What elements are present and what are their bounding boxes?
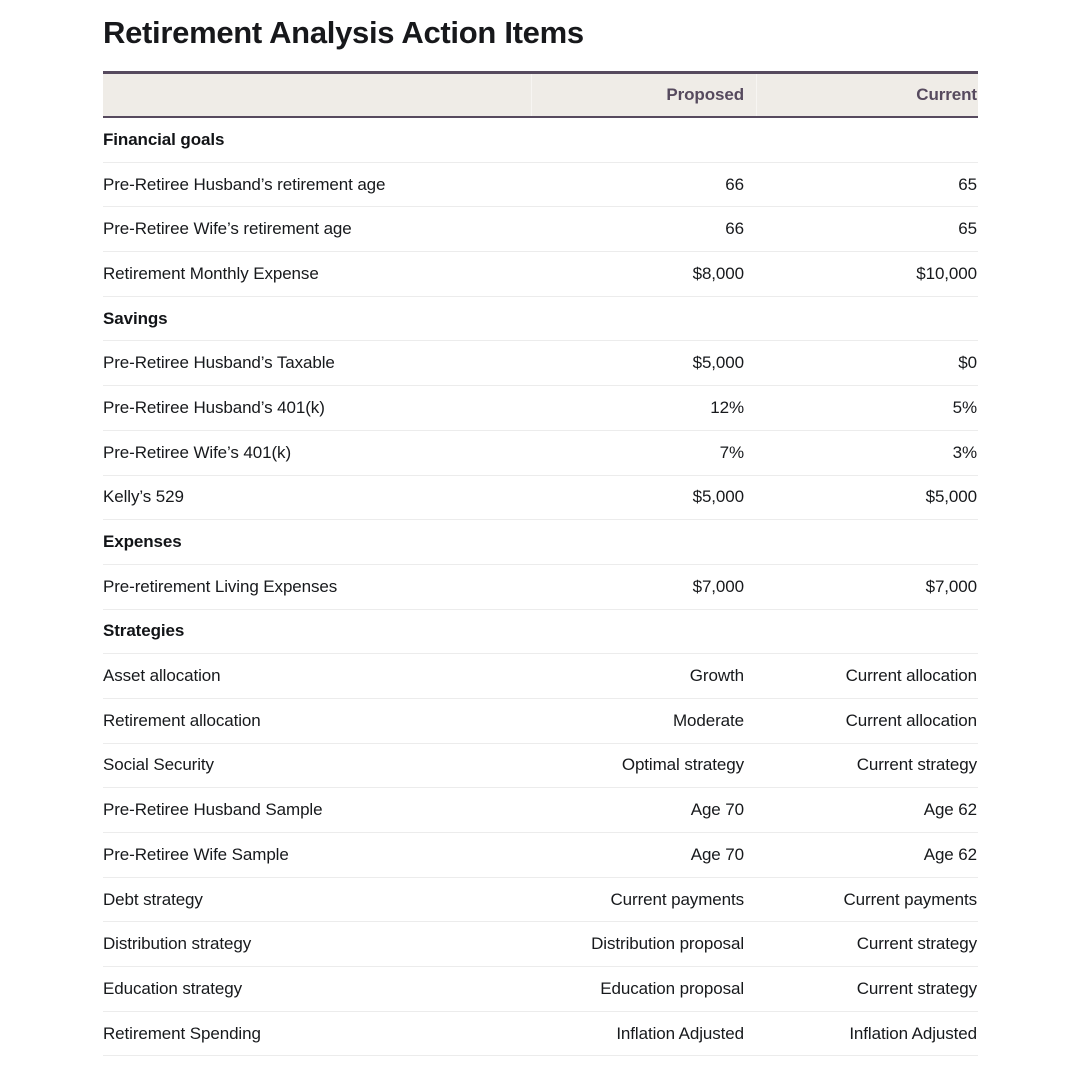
row-current-value: $5,000: [925, 487, 977, 507]
section-title: Savings: [103, 308, 168, 328]
row-current-value: Current allocation: [845, 710, 977, 730]
row-label: Asset allocation: [103, 666, 221, 686]
row-current-value: Inflation Adjusted: [849, 1023, 977, 1043]
row-proposed-value: Moderate: [672, 710, 744, 730]
row-current-value: Current allocation: [845, 666, 977, 686]
report-content: [103, 0, 978, 1056]
row-label: Pre-Retiree Wife’s retirement age: [103, 219, 352, 239]
page-title: Retirement Analysis Action Items: [103, 15, 584, 50]
table-row: [103, 207, 978, 252]
row-current-value: $10,000: [916, 263, 977, 283]
table-row: [103, 1012, 978, 1057]
header-cell-current: Current: [756, 74, 978, 116]
table-row: [103, 341, 978, 386]
row-current-value: 5%: [952, 397, 977, 417]
section-header-row: [103, 297, 978, 342]
action-items-table: [103, 71, 978, 1056]
row-label: Retirement allocation: [103, 710, 261, 730]
row-label: Pre-Retiree Wife Sample: [103, 844, 289, 864]
section-title: Financial goals: [103, 129, 225, 149]
table-header-row: [103, 71, 978, 118]
table-row: [103, 699, 978, 744]
row-label: Pre-retirement Living Expenses: [103, 576, 338, 596]
row-proposed-value: $8,000: [692, 263, 744, 283]
row-label: Pre-Retiree Husband Sample: [103, 800, 323, 820]
table-row: [103, 833, 978, 878]
table-row: [103, 252, 978, 297]
row-proposed-value: Age 70: [690, 800, 744, 820]
row-label: Distribution strategy: [103, 934, 252, 954]
row-proposed-value: 66: [725, 174, 744, 194]
table-row: [103, 878, 978, 923]
row-current-value: 65: [958, 219, 977, 239]
row-proposed-value: Current payments: [610, 889, 744, 909]
table-row: [103, 967, 978, 1012]
table-row: [103, 788, 978, 833]
row-proposed-value: $7,000: [692, 576, 744, 596]
section-title: Strategies: [103, 621, 185, 641]
row-current-value: Current strategy: [856, 934, 977, 954]
row-proposed-value: 66: [725, 219, 744, 239]
row-proposed-value: Growth: [689, 666, 744, 686]
table-row: [103, 476, 978, 521]
section-header-row: [103, 118, 978, 163]
row-proposed-value: $5,000: [692, 487, 744, 507]
row-label: Pre-Retiree Husband’s Taxable: [103, 353, 335, 373]
table-row: [103, 654, 978, 699]
row-current-value: Age 62: [923, 844, 977, 864]
row-current-value: Current strategy: [856, 755, 977, 775]
row-label: Kelly’s 529: [103, 487, 184, 507]
section-title: Expenses: [103, 532, 182, 552]
row-proposed-value: 7%: [719, 442, 744, 462]
section-header-row: [103, 610, 978, 655]
row-current-value: Current strategy: [856, 978, 977, 998]
table-row: [103, 744, 978, 789]
row-proposed-value: Inflation Adjusted: [616, 1023, 744, 1043]
row-label: Debt strategy: [103, 889, 203, 909]
row-current-value: $0: [958, 353, 977, 373]
row-label: Retirement Spending: [103, 1023, 261, 1043]
row-current-value: $7,000: [925, 576, 977, 596]
row-proposed-value: Education proposal: [600, 978, 744, 998]
row-current-value: Age 62: [923, 800, 977, 820]
row-current-value: Current payments: [843, 889, 977, 909]
row-label: Pre-Retiree Wife’s 401(k): [103, 442, 292, 462]
row-proposed-value: Distribution proposal: [591, 934, 744, 954]
table-row: [103, 431, 978, 476]
table-row: [103, 922, 978, 967]
section-header-row: [103, 520, 978, 565]
row-current-value: 3%: [952, 442, 977, 462]
table-row: [103, 565, 978, 610]
header-cell-proposed: Proposed: [531, 74, 756, 116]
row-proposed-value: Optimal strategy: [621, 755, 744, 775]
row-proposed-value: 12%: [710, 397, 744, 417]
table-body: [103, 118, 978, 1056]
row-label: Social Security: [103, 755, 214, 775]
table-row: [103, 386, 978, 431]
row-label: Education strategy: [103, 978, 243, 998]
row-current-value: 65: [958, 174, 977, 194]
row-label: Retirement Monthly Expense: [103, 263, 319, 283]
row-proposed-value: Age 70: [690, 844, 744, 864]
row-proposed-value: $5,000: [692, 353, 744, 373]
row-label: Pre-Retiree Husband’s 401(k): [103, 397, 325, 417]
row-label: Pre-Retiree Husband’s retirement age: [103, 174, 386, 194]
table-row: [103, 163, 978, 208]
